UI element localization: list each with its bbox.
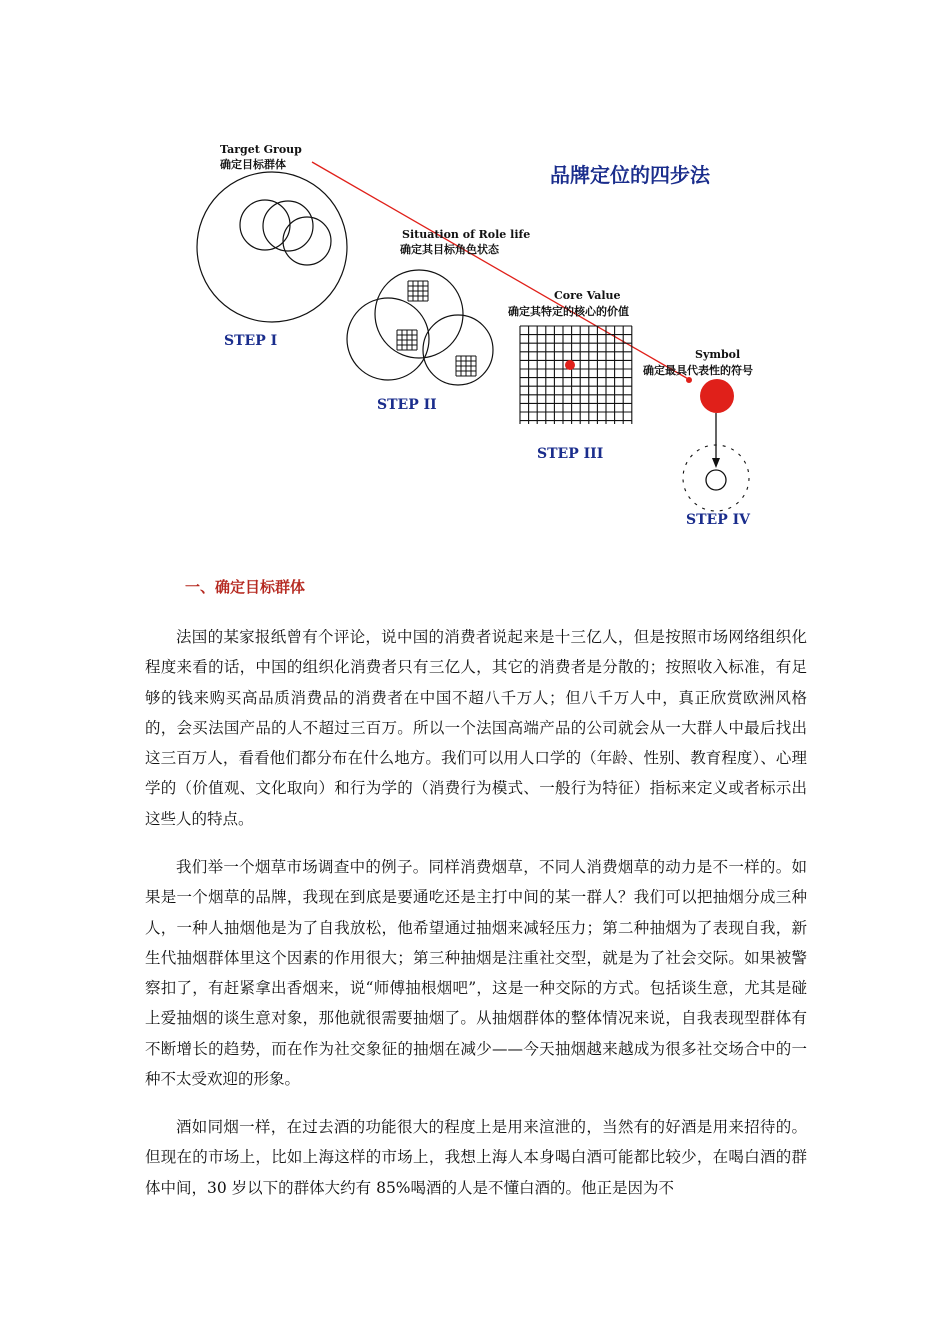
symbol-arrow-head — [712, 458, 720, 468]
paragraph-2: 我们举一个烟草市场调查中的例子。同样消费烟草，不同人消费烟草的动力是不一样的。如果是一个烟草的品牌，我现在到底是要通吃还是主打中间的某一群人？我们可以把抽烟分成三种人，一种人抽烟他是为了自我放松，他希望通过抽烟来减轻压力；第二种抽烟为了表现自我，新生代抽烟群体里这个因素的作用很大；第三种抽烟是注重社交型，就是为了社会交际。如果被警察扣了，有赶紧拿出香烟来，说“师傅抽根烟吧”，这是一种交际的方式。包括谈生意，尤其是碰上爱抽烟的谈生意对象，那他就很需要抽烟了。从抽烟群体的整体情况来说，自我表现型群体有不断增长的趋势，而在作为社交象征的抽烟在减少——今天抽烟越来越成为很多社交场合中的一种不太受欢迎的形象。 — [145, 858, 807, 1089]
paragraph-1: 法国的某家报纸曾有个评论，说中国的消费者说起来是十三亿人，但是按照市场网络组织化程度来看的话，中国的组织化消费者只有三亿人，其它的消费者是分散的；按照收入标准，有足够的钱来购买高品质消费品的消费者在中国不超八千万人；但八千万人中，真正欣赏欧洲风格的，会买法国产品的人不超过三百万。所以一个法国高端产品的公司就会从一大群人中最后找出这三百万人，看看他们都分布在什么地方。我们可以用人口学的（年龄、性别、教育程度）、心理学的（价值观、文化取向）和行为学的（消费行为模式、一般行为特征）指标来定义或者标示出这些人的特点。 — [145, 628, 807, 828]
section-heading: 一、确定目标群体 — [185, 578, 306, 596]
paragraph-3: 酒如同烟一样，在过去酒的功能很大的程度上是用来渲泄的，当然有的好酒是用来招待的。但现在的市场上，比如上海这样的市场上，我想上海人本身喝白酒可能都比较少，在喝白酒的群体中间，30 岁以下的群体大约有 85%喝酒的人是不懂白酒的。他正是因为不 — [145, 1118, 807, 1197]
symbol-small-circle — [706, 470, 726, 490]
symbol-red-dot — [700, 379, 734, 413]
grid-lines — [520, 326, 632, 424]
core-value-cn: 确定其特定的核心的价值 — [508, 305, 629, 318]
step1-label: STEP I — [224, 333, 278, 349]
four-step-figure — [0, 0, 950, 560]
situation-en: Situation of Role life — [402, 228, 531, 241]
step1-circles — [197, 172, 347, 322]
core-value-dot — [565, 360, 575, 370]
symbol-cn: 确定最具代表性的符号 — [643, 364, 753, 377]
core-value-en: Core Value — [554, 289, 621, 302]
symbol-en: Symbol — [695, 348, 741, 361]
situation-cn: 确定其目标角色状态 — [400, 243, 499, 256]
figure-title: 品牌定位的四步法 — [550, 163, 710, 187]
step2-small-grids — [397, 281, 476, 376]
step3-label: STEP III — [537, 446, 604, 462]
step3-grid — [520, 326, 632, 424]
connector-dot — [686, 377, 692, 383]
connector-line — [312, 162, 690, 380]
target-group-en: Target Group — [220, 143, 302, 156]
step4-label: STEP IV — [686, 512, 751, 528]
step2-label: STEP II — [377, 397, 437, 413]
target-group-cn: 确定目标群体 — [220, 158, 286, 171]
